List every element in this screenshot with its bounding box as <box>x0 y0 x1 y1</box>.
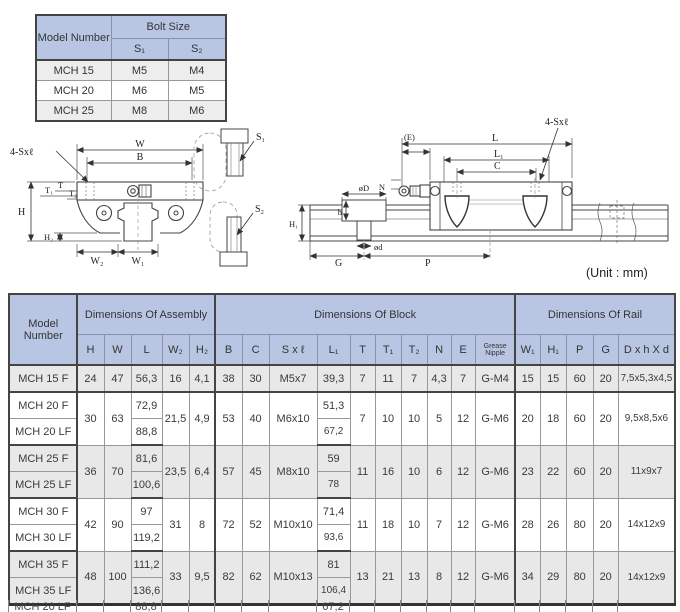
table-row <box>9 551 675 578</box>
side-h-label: h <box>337 207 342 217</box>
bolt-table-cell: MCH 25 <box>36 101 111 122</box>
partial-cell <box>269 600 317 612</box>
bolt-table-model-header: Model Number <box>36 15 111 60</box>
dimension-cell: 63 <box>104 392 131 445</box>
row-model-cell: MCH 15 F <box>9 365 77 392</box>
front-t-label: T <box>58 180 64 190</box>
partial-cell <box>451 600 475 612</box>
bolt-table-s1-header: S₁ <box>111 38 168 60</box>
partial-cell <box>427 600 451 612</box>
front-w1-label: W₁ <box>131 256 145 267</box>
dimension-cell: G-M4 <box>475 365 515 392</box>
dimension-cell: 26 <box>540 498 566 551</box>
partial-cell: 67,2 <box>317 600 350 612</box>
front-b-label: B <box>136 152 144 163</box>
column-header: L₁ <box>317 335 350 366</box>
row-model-cell: MCH 35 F <box>9 551 77 578</box>
dimension-cell: 60 <box>566 392 593 445</box>
unit-note: (Unit : mm) <box>586 266 648 280</box>
dimension-cell: 72 <box>215 498 242 551</box>
front-h-label: H <box>18 207 26 218</box>
dimension-cell: 30 <box>242 365 269 392</box>
dimension-cell: 4,3 <box>427 365 451 392</box>
dimension-cell: 10 <box>401 445 427 498</box>
dimension-cell: 4,9 <box>189 392 215 445</box>
dimension-cell: 11 <box>375 365 401 392</box>
column-header: L <box>131 335 162 366</box>
dimension-cell: 10 <box>401 498 427 551</box>
column-header: G <box>593 335 618 366</box>
dimension-cell: 20 <box>593 498 618 551</box>
dimension-cell: 38 <box>215 365 242 392</box>
partial-row <box>9 600 675 612</box>
bolt-table-cell: M6 <box>111 81 168 101</box>
front-w-label: W <box>135 139 145 150</box>
dimension-cell: 20 <box>515 392 540 445</box>
dimension-cell: 67,2 <box>317 419 350 446</box>
front-view-diagram <box>0 108 300 288</box>
column-header: T <box>350 335 375 366</box>
dimension-cell: 24 <box>77 365 104 392</box>
partial-cell <box>189 600 215 612</box>
clipped-table-row <box>8 600 674 612</box>
column-header: P <box>566 335 593 366</box>
dimension-cell: 4,1 <box>189 365 215 392</box>
side-e-label: (E) <box>404 132 415 142</box>
row-model-cell: MCH 25 F <box>9 445 77 472</box>
group-separator <box>76 293 78 606</box>
front-s2-label: S₂ <box>255 204 265 215</box>
bolt-table-cell: MCH 20 <box>36 81 111 101</box>
group-block-header: Dimensions Of Block <box>215 294 515 335</box>
dimension-cell: 111,2 <box>131 551 162 578</box>
dimension-cell: 7 <box>427 498 451 551</box>
dimension-cell: 14x12x9 <box>618 551 675 605</box>
partial-cell <box>618 600 675 612</box>
dimension-cell: G-M6 <box>475 445 515 498</box>
table-row <box>9 392 675 419</box>
dimension-cell: 71,4 <box>317 498 350 525</box>
dimension-cell: 6,4 <box>189 445 215 498</box>
dimension-cell: 18 <box>540 392 566 445</box>
dimension-cell: 119,2 <box>131 525 162 552</box>
partial-cell: MCH 20 LF <box>9 600 77 612</box>
dimension-cell: 7 <box>350 365 375 392</box>
dimension-cell: 30 <box>77 392 104 445</box>
dimension-cell: 70 <box>104 445 131 498</box>
dimension-cell: 81,6 <box>131 445 162 472</box>
partial-cell <box>566 600 593 612</box>
dimension-cell: G-M6 <box>475 551 515 605</box>
column-header: C <box>242 335 269 366</box>
dimension-cell: 81 <box>317 551 350 578</box>
partial-cell <box>401 600 427 612</box>
dimension-cell: 59 <box>317 445 350 472</box>
dimension-cell: M10x13 <box>269 551 317 605</box>
side-c-label: C <box>494 161 501 172</box>
side-g-label: G <box>335 258 343 269</box>
dimension-cell: 23,5 <box>162 445 189 498</box>
side-h1-label: H₁ <box>289 219 299 229</box>
table-row <box>9 365 675 392</box>
dimension-cell: 7,5x5,3x4,5 <box>618 365 675 392</box>
dimension-cell: 62 <box>242 551 269 605</box>
partial-cell <box>77 600 104 612</box>
dimension-cell: 12 <box>451 551 475 605</box>
column-header: S x ℓ <box>269 335 317 366</box>
table-row <box>9 445 675 472</box>
dimension-cell: 53 <box>215 392 242 445</box>
dimension-cell: 12 <box>451 498 475 551</box>
dimension-cell: 9,5 <box>189 551 215 605</box>
column-header: W <box>104 335 131 366</box>
dimension-cell: 7 <box>451 365 475 392</box>
row-model-cell: MCH 30 F <box>9 498 77 525</box>
dimension-cell: 88,8 <box>131 419 162 446</box>
dimension-cell: 45 <box>242 445 269 498</box>
front-t2-label: T₂ <box>69 188 78 198</box>
bolt-size-table <box>35 14 227 122</box>
column-header: H <box>77 335 104 366</box>
partial-cell <box>162 600 189 612</box>
bolt-table-group-header: Bolt Size <box>111 15 226 38</box>
dimension-cell: 12 <box>451 445 475 498</box>
partial-cell <box>515 600 540 612</box>
dimension-cell: 97 <box>131 498 162 525</box>
dimension-cell: 18 <box>375 498 401 551</box>
column-header: H₁ <box>540 335 566 366</box>
dimension-cell: 8 <box>427 551 451 605</box>
column-header: N <box>427 335 451 366</box>
dimension-cell: 10 <box>375 392 401 445</box>
column-header: B <box>215 335 242 366</box>
bolt-table-row <box>36 60 226 81</box>
bolt-table-cell: M4 <box>168 60 226 81</box>
dimension-cell: 34 <box>515 551 540 605</box>
partial-cell <box>593 600 618 612</box>
dimension-cell: 11 <box>350 445 375 498</box>
group-separator <box>214 293 216 606</box>
dimension-table <box>8 293 674 606</box>
dimension-cell: 60 <box>566 445 593 498</box>
dimension-cell: 16 <box>162 365 189 392</box>
dimension-cell: 47 <box>104 365 131 392</box>
dimension-cell: 28 <box>515 498 540 551</box>
dimension-cell: 60 <box>566 365 593 392</box>
bolt-table-s2-header: S₂ <box>168 38 226 60</box>
dimension-cell: 100,6 <box>131 472 162 499</box>
bolt-table-row <box>36 81 226 101</box>
column-header: Grease Nipple <box>475 335 515 366</box>
side-view-diagram <box>288 110 680 278</box>
partial-cell <box>540 600 566 612</box>
dimension-cell: 15 <box>515 365 540 392</box>
dimension-cell: M10x10 <box>269 498 317 551</box>
table-row <box>9 498 675 525</box>
dimension-cell: M6x10 <box>269 392 317 445</box>
dimension-cell: 13 <box>401 551 427 605</box>
dimension-cell: 20 <box>593 445 618 498</box>
side-od-label: øD <box>358 183 370 193</box>
dimension-cell: 93,6 <box>317 525 350 552</box>
bolt-table-cell: M8 <box>111 101 168 122</box>
row-model-cell: MCH 20 F <box>9 392 77 419</box>
bolt-table-cell: M6 <box>168 101 226 122</box>
side-l1-label: L₁ <box>494 149 504 160</box>
dimension-cell: 31 <box>162 498 189 551</box>
side-n-label: N <box>378 182 385 192</box>
dimension-cell: 51,3 <box>317 392 350 419</box>
side-od-small-label: ød <box>374 242 383 252</box>
dimension-cell: M8x10 <box>269 445 317 498</box>
dimension-cell: 100 <box>104 551 131 605</box>
dimension-cell: 106,4 <box>317 578 350 605</box>
column-header: W₂ <box>162 335 189 366</box>
dimension-cell: 82 <box>215 551 242 605</box>
dimension-cell: 9,5x8,5x6 <box>618 392 675 445</box>
dimension-cell: 12 <box>451 392 475 445</box>
partial-cell: 88,8 <box>131 600 162 612</box>
dimension-cell: 56,3 <box>131 365 162 392</box>
front-t1-label: T₁ <box>45 185 54 195</box>
dimension-cell: 90 <box>104 498 131 551</box>
dimension-cell: 52 <box>242 498 269 551</box>
dim-model-header: Model Number <box>9 294 77 365</box>
dimension-cell: 42 <box>77 498 104 551</box>
dimension-cell: 7 <box>350 392 375 445</box>
dimension-cell: 20 <box>593 365 618 392</box>
bolt-table-cell: M5 <box>168 81 226 101</box>
dimension-cell: 72,9 <box>131 392 162 419</box>
column-header: W₁ <box>515 335 540 366</box>
dimension-cell: 5 <box>427 392 451 445</box>
dimension-cell: 57 <box>215 445 242 498</box>
dimension-cell: 7 <box>401 365 427 392</box>
group-assembly-header: Dimensions Of Assembly <box>77 294 215 335</box>
dimension-cell: 16 <box>375 445 401 498</box>
partial-cell <box>242 600 269 612</box>
dimension-cell: 21 <box>375 551 401 605</box>
column-header: T₁ <box>375 335 401 366</box>
partial-cell <box>104 600 131 612</box>
front-h2-label: H₂ <box>44 232 54 242</box>
front-bolt-note-label: 4-Sxℓ <box>10 147 34 158</box>
row-model-cell: MCH 35 LF <box>9 578 77 605</box>
row-model-cell: MCH 20 LF <box>9 419 77 446</box>
group-rail-header: Dimensions Of Rail <box>515 294 675 335</box>
dimension-cell: 20 <box>593 392 618 445</box>
partial-cell <box>350 600 375 612</box>
side-l-label: L <box>492 133 499 144</box>
dimension-cell: 78 <box>317 472 350 499</box>
dimension-cell: 23 <box>515 445 540 498</box>
column-header: D x h X d <box>618 335 675 366</box>
front-w2-label: W₂ <box>90 256 104 267</box>
side-p-label: P <box>425 258 431 269</box>
dimension-cell: 13 <box>350 551 375 605</box>
dimension-cell: 14x12x9 <box>618 498 675 551</box>
dimension-cell: 33 <box>162 551 189 605</box>
dimension-cell: 10 <box>401 392 427 445</box>
bolt-table-cell: MCH 15 <box>36 60 111 81</box>
partial-cell <box>215 600 242 612</box>
dimension-cell: 22 <box>540 445 566 498</box>
dimension-cell: 6 <box>427 445 451 498</box>
dimension-cell: 40 <box>242 392 269 445</box>
column-header: E <box>451 335 475 366</box>
side-bolt-note-label: 4-Sxℓ <box>545 117 569 128</box>
dimension-cell: 15 <box>540 365 566 392</box>
row-model-cell: MCH 30 LF <box>9 525 77 552</box>
dimension-cell: M5x7 <box>269 365 317 392</box>
dimension-cell: 8 <box>189 498 215 551</box>
row-model-cell: MCH 25 LF <box>9 472 77 499</box>
dimension-cell: 29 <box>540 551 566 605</box>
group-separator <box>514 293 516 606</box>
column-header: T₂ <box>401 335 427 366</box>
dimension-cell: 36 <box>77 445 104 498</box>
bolt-table-cell: M5 <box>111 60 168 81</box>
partial-cell <box>475 600 515 612</box>
dimension-cell: 39,3 <box>317 365 350 392</box>
column-header: H₂ <box>189 335 215 366</box>
dimension-cell: 80 <box>566 498 593 551</box>
dimension-cell: 11 <box>350 498 375 551</box>
dimension-cell: 20 <box>593 551 618 605</box>
dimension-cell: 48 <box>77 551 104 605</box>
dimension-cell: 80 <box>566 551 593 605</box>
dimension-cell: 136,6 <box>131 578 162 605</box>
dimension-cell: 11x9x7 <box>618 445 675 498</box>
dimension-cell: G-M6 <box>475 498 515 551</box>
dimension-cell: 21,5 <box>162 392 189 445</box>
partial-cell <box>375 600 401 612</box>
front-s1-label: S₁ <box>256 132 266 143</box>
dimension-cell: G-M6 <box>475 392 515 445</box>
